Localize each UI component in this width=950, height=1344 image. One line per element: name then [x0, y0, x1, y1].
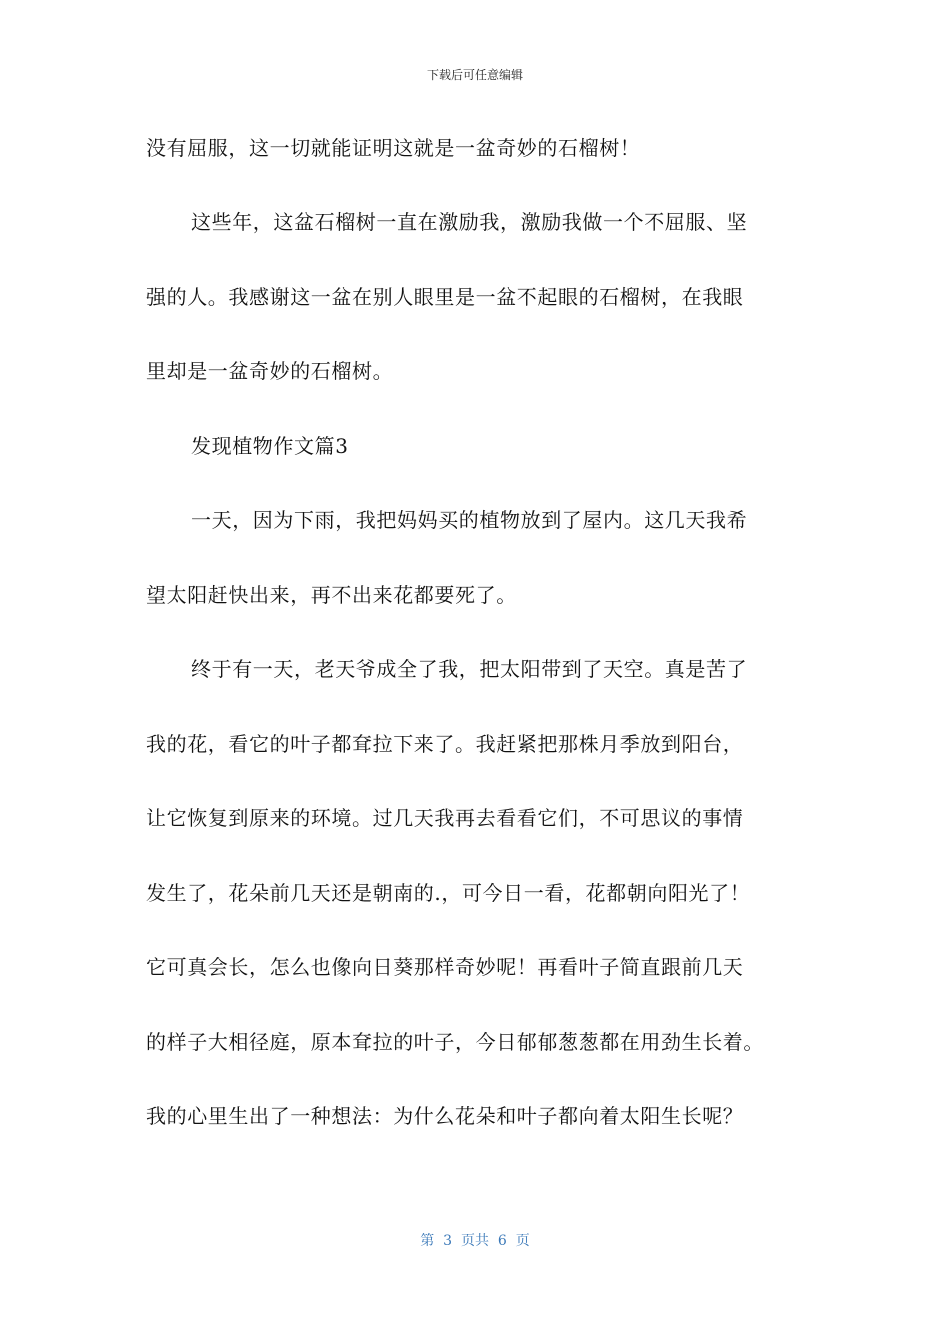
paragraph-line: 强的人。我感谢这一盆在别人眼里是一盆不起眼的石榴树，在我眼 [146, 285, 744, 309]
paragraph-line: 一天，因为下雨，我把妈妈买的植物放到了屋内。这几天我希 [191, 508, 748, 532]
page-footer: 第 3 页共 6 页 [420, 1233, 530, 1249]
paragraph-line: 望太阳赶快出来，再不出来花都要死了。 [146, 583, 517, 607]
paragraph-line: 终于有一天，老天爷成全了我，把太阳带到了天空。真是苦了 [191, 657, 748, 681]
paragraph-line: 发生了，花朵前几天还是朝南的.，可今日一看，花都朝向阳光了！ [146, 881, 751, 905]
section-heading: 发现植物作文篇3 [191, 434, 349, 458]
paragraph-line: 我的花，看它的叶子都耷拉下来了。我赶紧把那株月季放到阳台， [146, 732, 744, 756]
paragraph-line: 没有屈服，这一切就能证明这就是一盆奇妙的石榴树！ [146, 136, 641, 160]
paragraph-line: 它可真会长，怎么也像向日葵那样奇妙呢！再看叶子简直跟前几天 [146, 955, 744, 979]
paragraph-line: 让它恢复到原来的环境。过几天我再去看看它们，不可思议的事情 [146, 806, 744, 830]
page-header: 下载后可任意编辑 [426, 68, 523, 82]
paragraph-line: 这些年，这盆石榴树一直在激励我，激励我做一个不屈服、坚 [191, 210, 748, 234]
paragraph-line: 我的心里生出了一种想法：为什么花朵和叶子都向着太阳生长呢？ [146, 1104, 744, 1128]
paragraph-line: 的样子大相径庭，原本耷拉的叶子，今日郁郁葱葱都在用劲生长着。 [146, 1030, 764, 1054]
paragraph-line: 里却是一盆奇妙的石榴树。 [146, 359, 394, 383]
